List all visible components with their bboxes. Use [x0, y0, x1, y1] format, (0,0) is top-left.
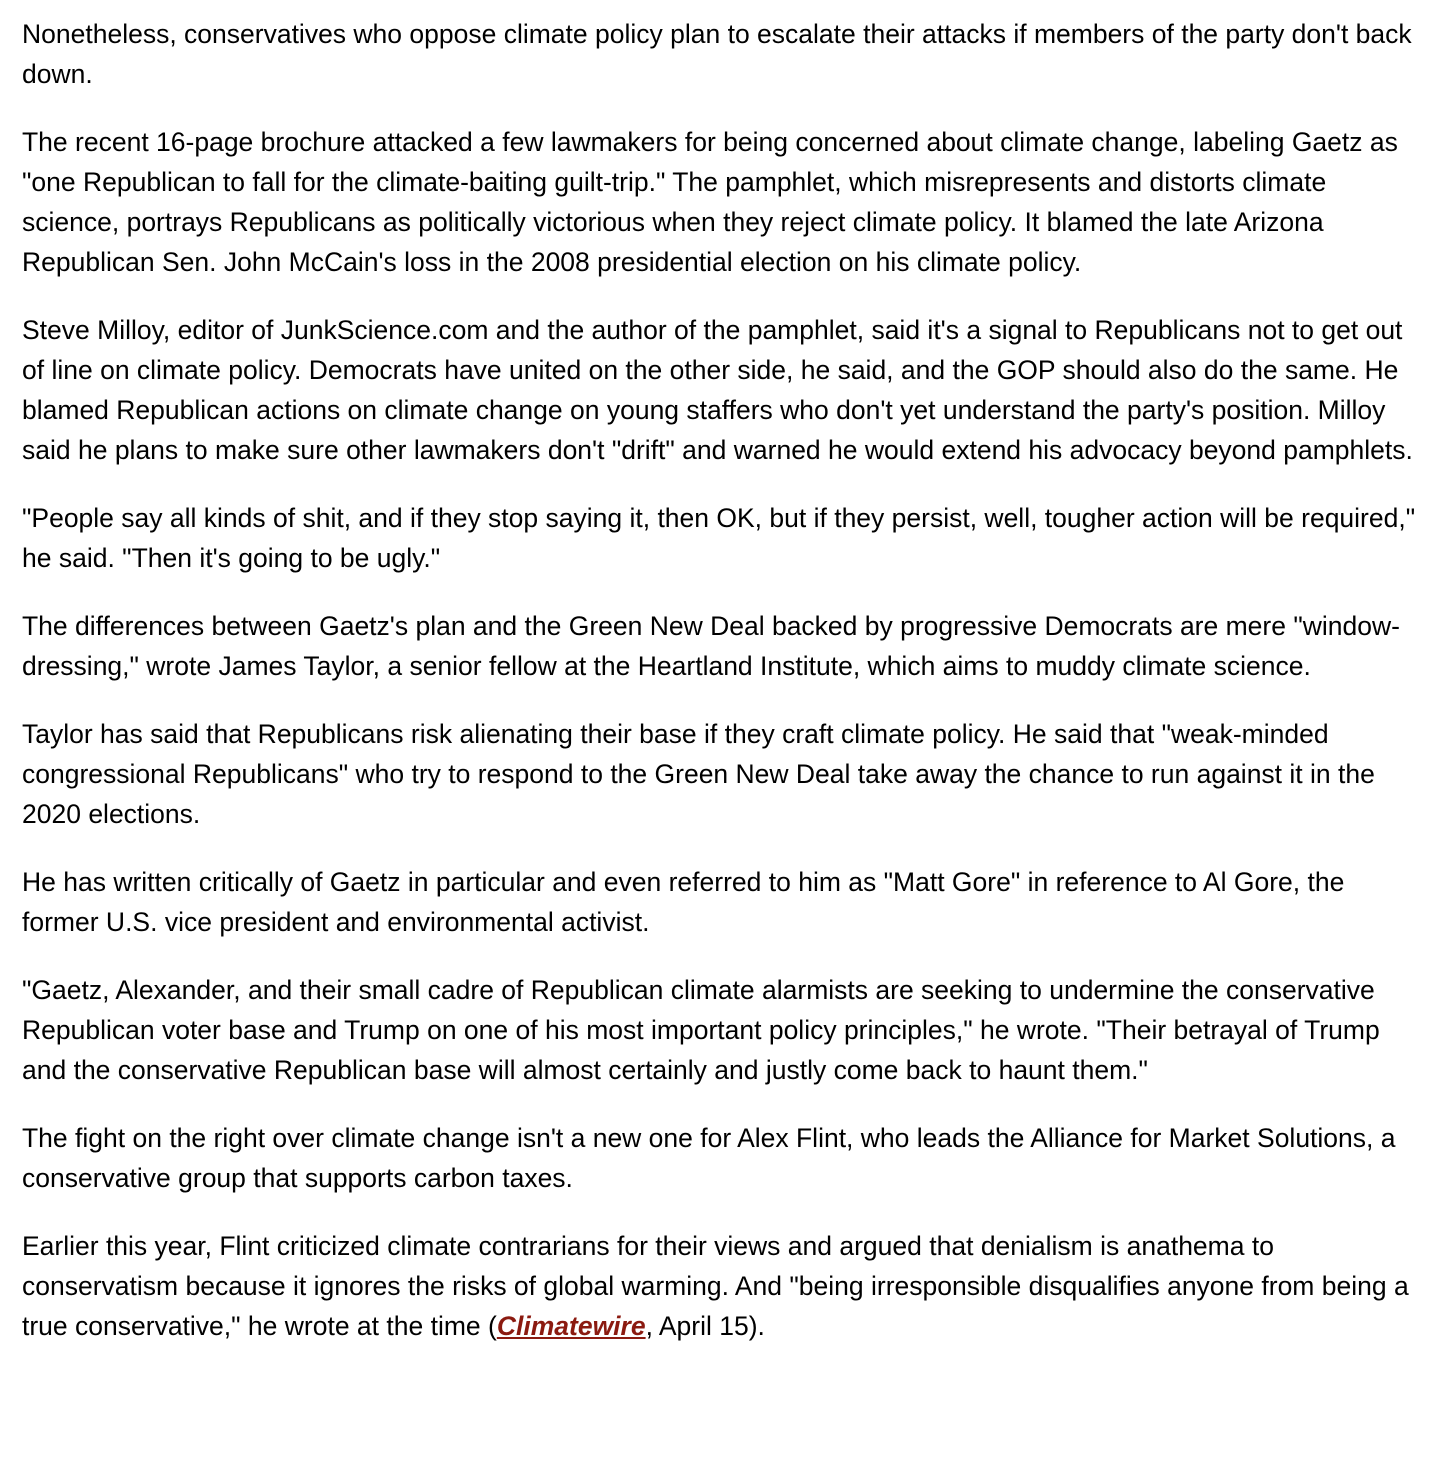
- paragraph-10-text: Earlier this year, Flint criticized climate contrarians for their views and argued that denialism is anathema to conservatism because it ignores the risks of global warming. And "being irresponsible disqualifies anyone from being a true conservative," he wrote at the time (: [22, 1231, 1409, 1341]
- paragraph-10-text-end: , April 15).: [645, 1311, 765, 1341]
- paragraph-2: The recent 16-page brochure attacked a few lawmakers for being concerned about climate change, labeling Gaetz as "one Republican to fall for the climate-baiting guilt-trip." The pamphlet, which misrepresents and distorts climate science, portrays Republicans as politically victorious when they reject climate policy. It blamed the late Arizona Republican Sen. John McCain's loss in the 2008 presidential election on his climate policy.: [22, 127, 1398, 277]
- paragraph-9: The fight on the right over climate change isn't a new one for Alex Flint, who leads the Alliance for Market Solutions, a conservative group that supports carbon taxes.: [22, 1123, 1396, 1193]
- paragraph-3: Steve Milloy, editor of JunkScience.com and the author of the pamphlet, said it's a signal to Republicans not to get out of line on climate policy. Democrats have united on the other side, he said, and the GOP should also do the same. He blamed Republican actions on climate change on young staffers who don't yet understand the party's position. Milloy said he plans to make sure other lawmakers don't "drift" and warned he would extend his advocacy beyond pamphlets.: [22, 315, 1413, 465]
- paragraph-10: [22, 1226, 1422, 1346]
- paragraph-5: The differences between Gaetz's plan and the Green New Deal backed by progressive Democrats are mere "window-dressing," wrote James Taylor, a senior fellow at the Heartland Institute, which aims to muddy climate science.: [22, 611, 1400, 681]
- paragraph-4: "People say all kinds of shit, and if they stop saying it, then OK, but if they persist, well, tougher action will be required," he said. "Then it's going to be ugly.": [22, 503, 1416, 573]
- paragraph-6: Taylor has said that Republicans risk alienating their base if they craft climate policy. He said that "weak-minded congressional Republicans" who try to respond to the Green New Deal take away the chance to run against it in the 2020 elections.: [22, 719, 1375, 829]
- climatewire-link[interactable]: Climatewire: [496, 1311, 646, 1341]
- paragraph-8: "Gaetz, Alexander, and their small cadre of Republican climate alarmists are seeking to undermine the conservative Republican voter base and Trump on one of his most important policy principles," he wrote. "Their betrayal of Trump and the conservative Republican base will almost certainly and justly come back to haunt them.": [22, 975, 1380, 1085]
- paragraph-7: He has written critically of Gaetz in particular and even referred to him as "Matt Gore" in reference to Al Gore, the former U.S. vice president and environmental activist.: [22, 867, 1345, 937]
- paragraph-1: Nonetheless, conservatives who oppose climate policy plan to escalate their attacks if members of the party don't back down.: [22, 19, 1412, 89]
